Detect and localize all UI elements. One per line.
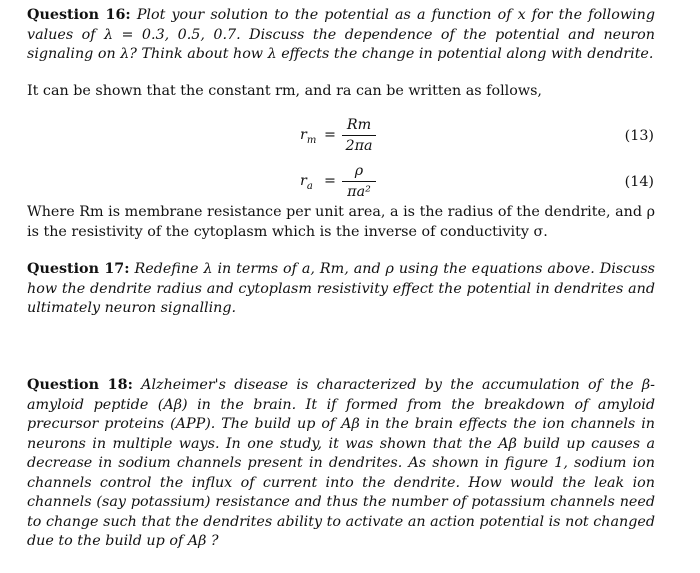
eq13-number: (13) [624,128,654,144]
eq14-lhs: $r_a$ [300,173,313,192]
eq13-numerator: Rm [346,117,372,133]
eq14-number: (14) [624,174,654,190]
question-16-text: Plot your solution to the potential as a function of x for the following values of λ = 0.3, 0.5, 0.7. Discuss the dependence of the potential and neuron signaling on λ? Think about how λ effects the change in potential along with dendrite. [27,7,655,62]
question-17-heading: Question 17: [27,261,130,277]
intro-text: It can be shown that the constant rm, and ra can be written as follows, [27,83,542,99]
question-16-heading: Question 16: [27,7,131,23]
eq14-equals: = [324,173,336,189]
eq13-fraction-bar [342,135,376,136]
question-17-paragraph [27,260,655,319]
eq14-numerator: ρ [354,163,364,179]
question-16 [27,6,655,65]
question-16-paragraph [27,6,655,65]
eq13-lhs: $r_m$ [300,127,317,146]
equation-13 [0,116,700,156]
question-17-text: Redefine λ in terms of a, Rm, and ρ using the equations above. Discuss how the dendrite radius and cytoplasm resistivity effect the potential in dendrites and ultimately neuron signalling. [27,261,655,316]
eq14-fraction-bar [342,181,376,182]
eq13-equals: = [324,127,336,143]
question-18-heading: Question 18: [27,377,133,393]
eq13-denominator: 2πa [345,138,373,154]
question-17 [27,260,655,319]
equation-14 [0,162,700,202]
variable-definitions [27,203,655,242]
eq14-fraction [342,162,376,201]
equations-intro [27,82,655,102]
eq14-denominator: πa² [347,184,371,200]
question-18 [27,376,655,552]
eq13-fraction [342,116,376,155]
question-18-text: Alzheimer's disease is characterized by the accumulation of the β-amyloid peptide (Aβ) in the brain. It if formed from the breakdown of amyloid precursor proteins (APP). The build up of Aβ in the brain effects the ion channels in neurons in multiple ways. In one study, it was shown that the Aβ build up causes a decrease in sodium channels present in dendrites. As shown in figure 1, sodium ion channels control the influx of current into the dendrite. How would the leak ion channels (say potassium) resistance and thus the number of potassium channels need to change such that the dendrites ability to activate an action potential is not changed due to the build up of Aβ ? [27,377,655,549]
question-18-paragraph [27,376,655,552]
where-text: Where Rm is membrane resistance per unit area, a is the radius of the dendrite, and ρ is the resistivity of the cytoplasm which is the inverse of conductivity σ. [27,204,655,240]
